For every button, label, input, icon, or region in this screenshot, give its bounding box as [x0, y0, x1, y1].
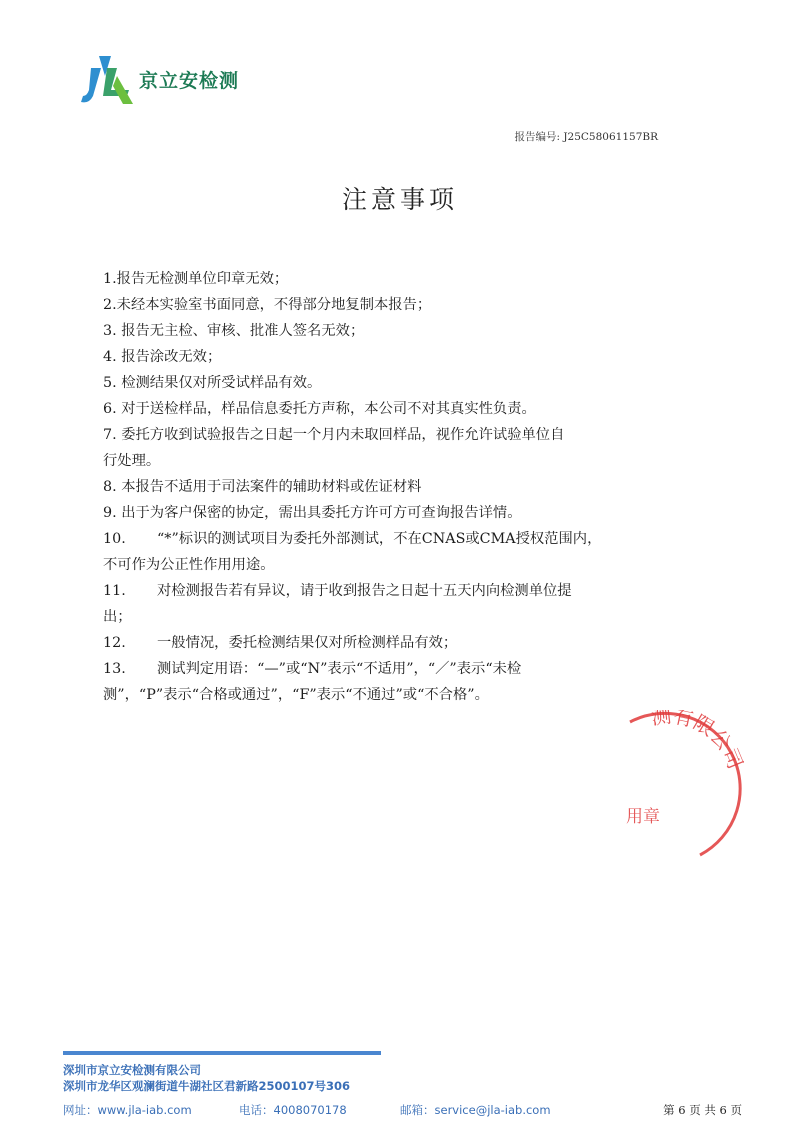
footer-email: 邮箱：service@jla-iab.com: [400, 1103, 551, 1117]
footer-company-info: [63, 1062, 350, 1094]
note-item: 13. 测试判定用语：“—”或“N”表示“不适用”，“／”表示“未检 测”，“P”表示“合格或通过”，“F”表示“不通过”或“不合格”。: [103, 661, 522, 703]
note-item: 4. 报告涂改无效；: [103, 349, 222, 365]
note-item: 3. 报告无主检、审核、批准人签名无效；: [103, 323, 365, 339]
footer-website: 网址：www.jla-iab.com: [63, 1103, 192, 1117]
company-seal-stamp: [600, 710, 750, 860]
seal-outer-text: 测有限公司: [649, 710, 748, 773]
note-item: 1.报告无检测单位印章无效；: [103, 271, 289, 287]
note-item: 6. 对于送检样品，样品信息委托方声称，本公司不对其真实性负责。: [103, 401, 536, 417]
seal-inner-text: 用章: [626, 807, 660, 827]
jla-logo-icon: [77, 50, 137, 110]
footer-divider: [63, 1051, 381, 1055]
note-item: 10. “*”标识的测试项目为委托外部测试，不在CNAS或CMA授权范围内， 不可作为公正性作用用途。: [103, 531, 602, 573]
note-item: 8. 本报告不适用于司法案件的辅助材料或佐证材料: [103, 479, 422, 495]
report-number: 报告编号: J25C58061157BR: [514, 131, 658, 143]
page-title: 注意事项: [341, 185, 458, 214]
note-item: 12. 一般情况，委托检测结果仅对所检测样品有效；: [103, 635, 458, 651]
company-logo: [77, 50, 277, 110]
note-item: 2.未经本实验室书面同意，不得部分地复制本报告；: [103, 297, 432, 313]
notes-list: [103, 266, 703, 708]
footer-address: 深圳市龙华区观澜街道牛湖社区君新路2500107号306: [63, 1079, 351, 1093]
logo-text: 京立安检测: [139, 70, 240, 92]
note-item: 7. 委托方收到试验报告之日起一个月内未取回样品，视作允许试验单位自 行处理。: [103, 427, 565, 469]
note-item: 11. 对检测报告若有异议，请于收到报告之日起十五天内向检测单位提 出；: [103, 583, 572, 625]
footer-phone: 电话：4008070178: [239, 1103, 347, 1117]
svg-text:测有限公司: [650, 710, 748, 772]
page-number: 第 6 页 共 6 页: [663, 1103, 742, 1117]
footer-company-name: 深圳市京立安检测有限公司: [63, 1063, 201, 1077]
note-item: 9. 出于为客户保密的协定，需出具委托方许可方可查询报告详情。: [103, 505, 522, 521]
seal-icon: [600, 710, 750, 860]
note-item: 5. 检测结果仅对所受试样品有效。: [103, 375, 322, 391]
